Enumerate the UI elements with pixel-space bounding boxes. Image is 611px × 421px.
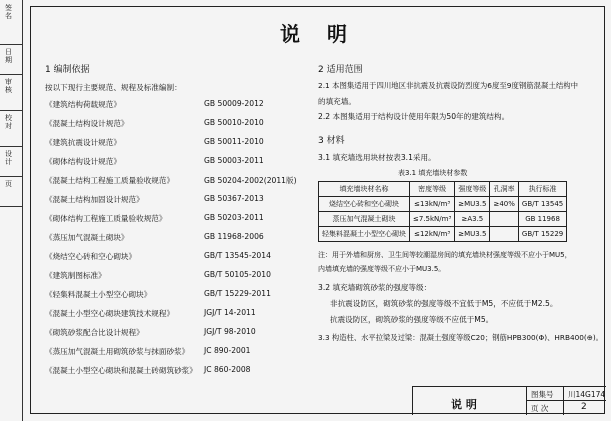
table-header: 密度等级 (410, 182, 455, 197)
side-cell (0, 74, 22, 111)
standard-name: 《砌体结构设计规范》 (45, 157, 121, 166)
standard-code: JC 890-2001 (204, 346, 251, 355)
table-header: 填充墙块材名称 (319, 182, 410, 197)
standard-name: 《混凝土小型空心砌块和混凝土砖砌筑砂浆》 (45, 366, 197, 375)
standard-code: GB 50009-2012 (204, 99, 264, 108)
standard-code: GB 50003-2011 (204, 156, 264, 165)
side-cell (0, 146, 22, 177)
standard-name: 《砌体结构工程施工质量验收规范》 (45, 214, 167, 223)
page-title: 说 明 (280, 22, 357, 46)
table-cell: GB 11968 (518, 212, 566, 227)
page-label: 页 次 (531, 404, 549, 413)
standard-code: JC 860-2008 (204, 365, 251, 374)
table-header: 强度等级 (455, 182, 490, 197)
table-cell (490, 227, 518, 242)
page-number: 2 (581, 402, 587, 412)
table-cell: ≥A3.5 (455, 212, 490, 227)
section2-p1: 2.1 本图集适用于四川地区非抗震及抗震设防烈度为6度至9度钢筋混凝土结构中 (318, 81, 579, 90)
side-cell (0, 44, 22, 75)
standard-name: 《混凝土小型空心砌块建筑技术规程》 (45, 309, 175, 318)
side-label-5: 设计 (5, 150, 12, 166)
side-cell (0, 0, 22, 45)
titleblock-title: 说 明 (451, 398, 477, 411)
standard-name: 《轻集料混凝土小型空心砌块》 (45, 290, 152, 299)
section3-p2b: 抗震设防区，砌筑砂浆的强度等级不应低于M5。 (330, 315, 494, 324)
table-cell: ≤7.5kN/m³ (410, 212, 455, 227)
side-label-4: 校对 (5, 114, 12, 130)
standard-code: GB/T 13545-2014 (204, 251, 271, 260)
standard-code: GB 50011-2010 (204, 137, 264, 146)
section1-intro: 按以下现行主要规范、规程及标准编制： (45, 83, 182, 92)
table-note-line1: 注：用于外墙和厨房、卫生间等较潮湿房间的填充墙块材强度等级不应小于MU5， (318, 251, 572, 259)
atlas-label: 图集号 (531, 390, 554, 399)
side-signature-strip (0, 0, 23, 421)
standard-code: GB/T 15229-2011 (204, 289, 271, 298)
section3-p2a: 非抗震设防区，砌筑砂浆的强度等级不宜低于M5，不应低于M2.5。 (330, 299, 558, 308)
table-note-line2: 内墙填充墙的强度等级不应小于MU3.5。 (318, 265, 446, 273)
section1-heading: 1 编制依据 (45, 65, 90, 75)
table-row (319, 212, 567, 227)
section2-p1-cont: 的填充墙。 (318, 97, 356, 106)
table-cell: 烧结空心砖和空心砌块 (319, 197, 410, 212)
section3-p3: 3.3 构造柱、水平拉梁及过梁：混凝土强度等级C20；钢筋HPB300(Φ)、HRB400(⊕)。 (318, 333, 603, 342)
title-block (412, 386, 606, 415)
standard-name: 《混凝土结构设计规范》 (45, 119, 129, 128)
standard-name: 《蒸压加气混凝土砌块》 (45, 233, 129, 242)
side-label-2: 日期 (5, 48, 12, 64)
table-cell: GB/T 13545 (518, 197, 566, 212)
table-row (319, 197, 567, 212)
table-header-row (319, 182, 567, 197)
table-row (319, 227, 567, 242)
standard-name: 《混凝土结构工程施工质量验收规范》 (45, 176, 175, 185)
table-cell: ≥MU3.5 (455, 197, 490, 212)
standard-code: GB/T 50105-2010 (204, 270, 271, 279)
material-table (318, 181, 567, 242)
standard-name: 《砌筑砂浆配合比设计规程》 (45, 328, 144, 337)
table-cell: ≥MU3.5 (455, 227, 490, 242)
table-caption: 表3.1 填充墙块材参数 (398, 169, 468, 177)
standard-code: GB 50203-2011 (204, 213, 264, 222)
side-cell (0, 110, 22, 147)
side-label-6: 页 (5, 180, 12, 188)
atlas-number: 川14G174 (568, 390, 606, 399)
standard-name: 《建筑制图标准》 (45, 271, 106, 280)
table-cell: ≤13kN/m³ (410, 197, 455, 212)
standard-code: GB 50204-2002(2011版) (204, 176, 297, 185)
standard-name: 《蒸压加气混凝土用砌筑砂浆与抹面砂浆》 (45, 347, 190, 356)
table-cell: ≤12kN/m³ (410, 227, 455, 242)
section2-p2: 2.2 本图集适用于结构设计使用年限为50年的建筑结构。 (318, 112, 510, 121)
side-label-3: 审核 (5, 78, 12, 94)
section3-p1: 3.1 填充墙选用块材按表3.1采用。 (318, 153, 436, 162)
standard-code: JGJ/T 14-2011 (204, 308, 256, 317)
section2-heading: 2 适用范围 (318, 65, 363, 75)
standard-code: GB 11968-2006 (204, 232, 264, 241)
table-cell: 轻集料混凝土小型空心砌块 (319, 227, 410, 242)
standard-name: 《混凝土结构加固设计规范》 (45, 195, 144, 204)
standard-code: GB 50010-2010 (204, 118, 264, 127)
table-header: 孔洞率 (490, 182, 518, 197)
table-cell: GB/T 15229 (518, 227, 566, 242)
section3-heading: 3 材料 (318, 136, 345, 146)
side-cell (0, 176, 22, 207)
side-label-1: 签名 (5, 4, 12, 20)
table-header: 执行标准 (518, 182, 566, 197)
standard-name: 《烧结空心砖和空心砌块》 (45, 252, 137, 261)
standard-name: 《建筑结构荷载规范》 (45, 100, 121, 109)
table-cell: 蒸压加气混凝土砌块 (319, 212, 410, 227)
table-cell: ≥40% (490, 197, 518, 212)
standard-name: 《建筑抗震设计规范》 (45, 138, 121, 147)
section3-p2: 3.2 填充墙砌筑砂浆的强度等级： (318, 283, 432, 292)
standard-code: JGJ/T 98-2010 (204, 327, 256, 336)
standard-code: GB 50367-2013 (204, 194, 264, 203)
table-cell (490, 212, 518, 227)
